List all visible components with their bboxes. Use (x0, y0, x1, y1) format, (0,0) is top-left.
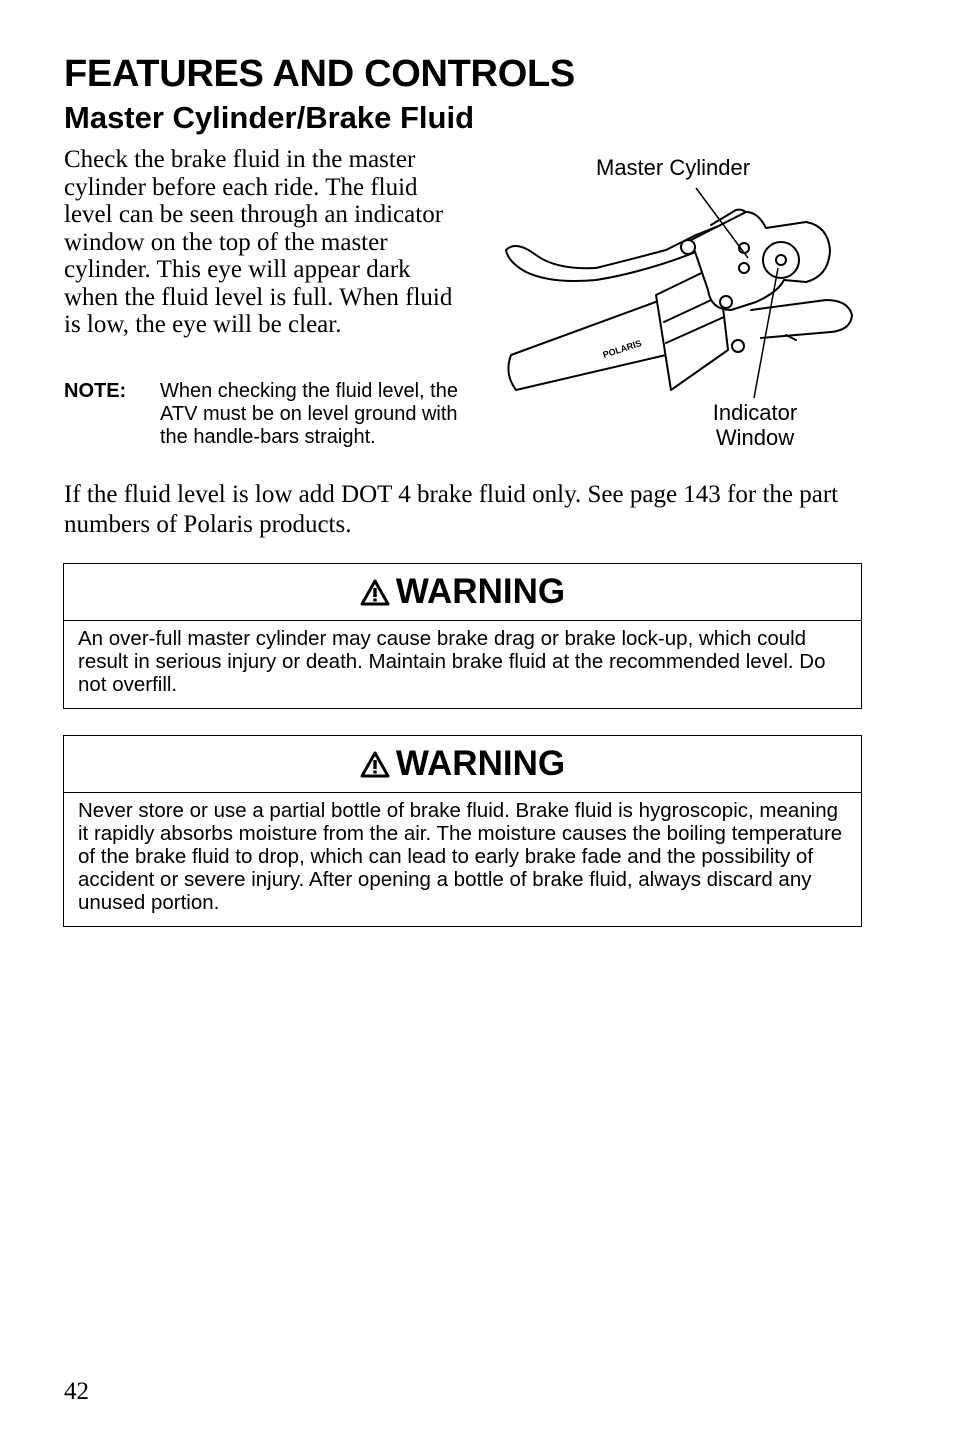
indicator-window-label-line1: Indicator (712, 400, 798, 425)
indicator-window-label (696, 400, 814, 450)
master-cylinder-label: Master Cylinder (596, 155, 751, 180)
warning-heading: WARNING (395, 744, 566, 783)
polaris-logo-text: POLARIS (601, 338, 643, 360)
handlebar-grip (508, 300, 666, 390)
warning-header (64, 564, 861, 621)
intro-paragraph: Check the brake fluid in the master cylinder before each ride. The fluid level can be seen through an indicator window on the top of the master cylinder. This eye will appear dark when the fluid level is full. When fluid is low, the eye will be clear. (64, 146, 453, 338)
warning-text: An over-full master cylinder may cause brake drag or brake lock-up, which could result in serious injury or death. Maintain brake fluid at the recommended level. Do not overfill. (78, 627, 826, 696)
warning-heading: WARNING (395, 572, 566, 611)
master-cylinder-body (691, 212, 830, 310)
warning-box-partial-bottle (63, 735, 862, 927)
warning-text: Never store or use a partial bottle of brake fluid. Brake fluid is hygroscopic, meaning it rapidly absorbs moisture from the air. The moisture causes the boiling temperature of the brake fluid to drop, which can lead to early brake fade and the possibility of accident or severe injury. After opening a bottle of brake fluid, always discard any unused portion. (78, 799, 843, 914)
page-title: Master Cylinder/Brake Fluid (64, 100, 475, 135)
brake-lever-illustration (496, 150, 866, 460)
note-label: NOTE: (64, 380, 127, 402)
warning-triangle-icon (360, 751, 390, 778)
section-title: FEATURES AND CONTROLS (64, 53, 575, 95)
page-number: 42 (64, 1378, 89, 1405)
indicator-window-eye (776, 255, 786, 265)
warning-triangle-icon (360, 579, 390, 606)
indicator-window-label-line2: Window (715, 425, 795, 450)
warning-header (64, 736, 861, 793)
fluid-paragraph: If the fluid level is low add DOT 4 brake fluid only. See page 143 for the part numbers of Polaris products. (64, 481, 839, 538)
note-text: When checking the fluid level, the ATV must be on level ground with the handle-bars straight. (160, 380, 458, 448)
warning-box-overfill (63, 563, 862, 709)
